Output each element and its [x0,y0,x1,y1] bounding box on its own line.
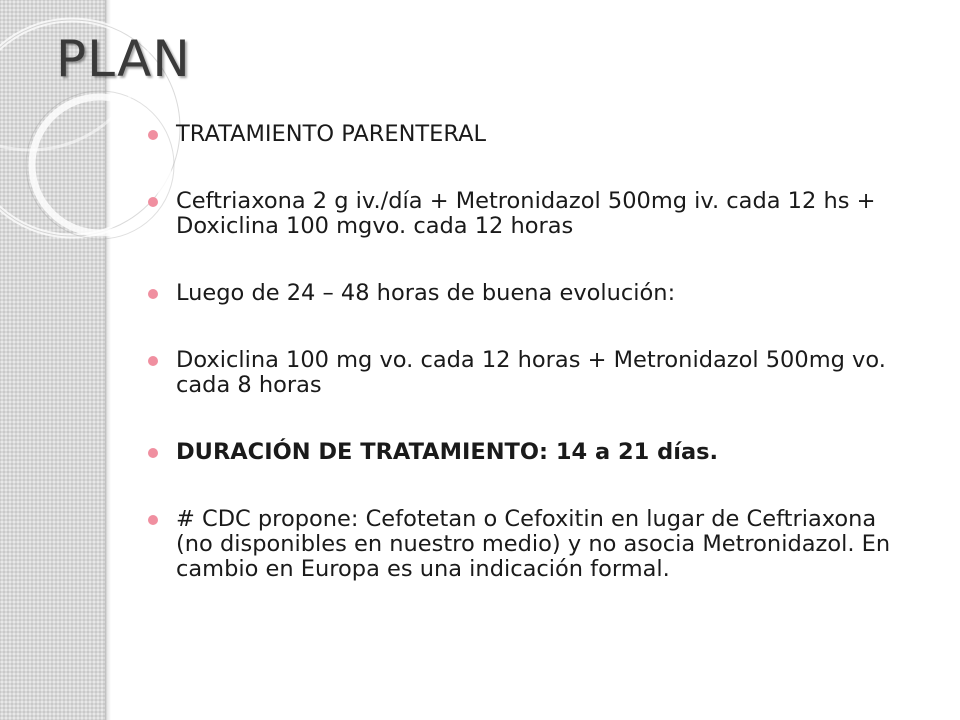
bullet-text: Ceftriaxona 2 g iv./día + Metronidazol 500mg iv. cada 12 hs + Doxiclina 100 mgvo. cada 12 horas [176,188,876,239]
bullet-dot-icon [148,130,158,140]
bullet-text: Doxiclina 100 mg vo. cada 12 horas + Metronidazol 500mg vo. cada 8 horas [176,347,886,398]
bullet-list [148,122,908,582]
bullet-text: Luego de 24 – 48 horas de buena evolución: [176,280,676,306]
bullet-item [148,507,908,582]
bullet-text: TRATAMIENTO PARENTERAL [176,121,487,147]
bullet-item [148,348,908,398]
bullet-dot-icon [148,448,158,458]
bullet-item [148,281,908,306]
bullet-dot-icon [148,356,158,366]
bullet-text: DURACIÓN DE TRATAMIENTO: 14 a 21 días. [176,439,719,465]
slide-title: PLAN [56,30,191,88]
bullet-item [148,122,908,147]
bullet-item [148,189,908,239]
bullet-dot-icon [148,515,158,525]
bullet-text: # CDC propone: Cefotetan o Cefoxitin en lugar de Ceftriaxona (no disponibles en nuestro medio) y no asocia Metronidazol. En cambio en Europa es una indicación formal. [176,506,891,582]
bullet-dot-icon [148,197,158,207]
sidebar-edge [105,0,111,720]
bullet-item-duration [148,440,908,465]
bullet-dot-icon [148,289,158,299]
sidebar-texture [0,0,105,720]
